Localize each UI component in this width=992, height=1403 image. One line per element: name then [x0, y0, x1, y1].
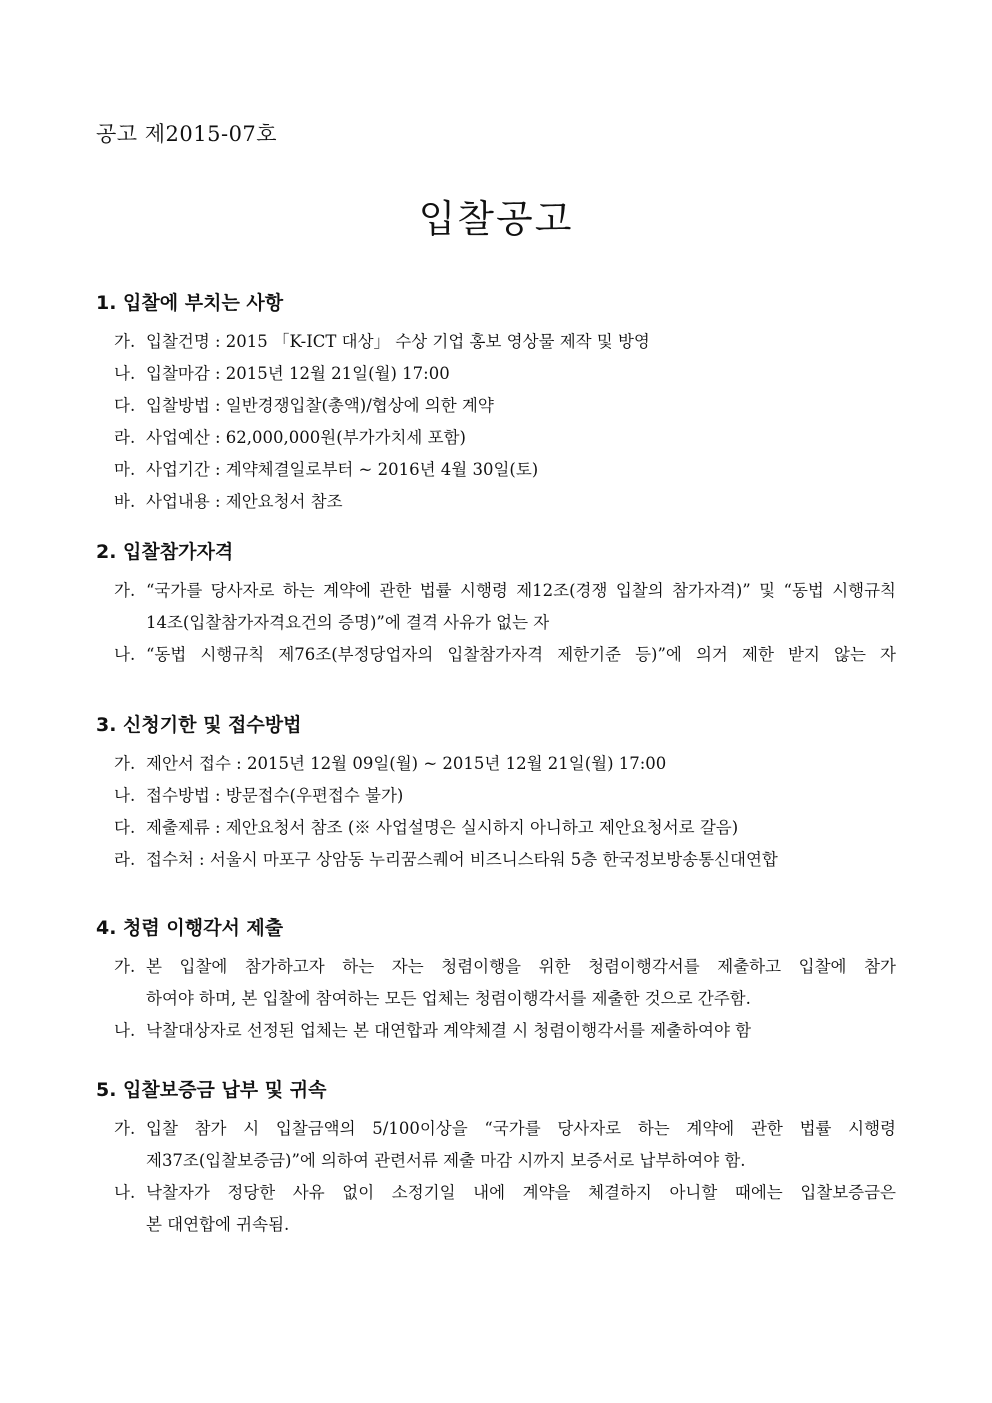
- list-item: [96, 326, 906, 358]
- item-text: 제안서 접수 : 2015년 12월 09일(월) ~ 2015년 12월 21일(월) 17:00: [146, 754, 667, 773]
- item-marker: 다.: [114, 818, 136, 837]
- section-heading: 2. 입찰참가자격: [96, 541, 234, 563]
- item-text-continued: 하여야 하며, 본 입찰에 참여하는 모든 업체는 청렴이행각서를 제출한 것으로 간주함.: [146, 989, 751, 1008]
- item-marker: 다.: [114, 396, 136, 415]
- item-text: 접수처 : 서울시 마포구 상암동 누리꿈스퀘어 비즈니스타워 5층 한국정보방송통신대연합: [146, 850, 778, 869]
- section-heading: 3. 신청기한 및 접수방법: [96, 714, 302, 736]
- list-item: [96, 1113, 906, 1177]
- item-marker: 가.: [114, 332, 136, 351]
- section-application: [96, 710, 906, 876]
- item-text-continued: 14조(입찰참가자격요건의 증명)”에 결격 사유가 없는 자: [146, 613, 550, 632]
- notice-number: 공고 제2015-07호: [96, 122, 278, 146]
- item-text: 사업예산 : 62,000,000원(부가가치세 포함): [146, 428, 466, 447]
- item-text: 접수방법 : 방문접수(우편접수 불가): [146, 786, 404, 805]
- item-marker: 나.: [114, 786, 136, 805]
- list-item: [96, 454, 906, 486]
- list-item: [96, 390, 906, 422]
- list-item: [96, 951, 906, 1015]
- item-marker: 라.: [114, 850, 136, 869]
- item-marker: 가.: [114, 1119, 136, 1138]
- section-heading: 5. 입찰보증금 납부 및 귀속: [96, 1079, 327, 1101]
- item-marker: 가.: [114, 957, 136, 976]
- section-integrity-pledge: [96, 913, 906, 1047]
- item-text: 제출제류 : 제안요청서 참조 (※ 사업설명은 실시하지 아니하고 제안요청서로 갈음): [146, 818, 739, 837]
- item-marker: 나.: [114, 364, 136, 383]
- section-bid-bond: [96, 1075, 906, 1241]
- list-item: [96, 639, 906, 671]
- list-item: [96, 358, 906, 390]
- list-item: [96, 575, 906, 639]
- item-text: 본 입찰에 참가하고자 하는 자는 청렴이행을 위한 청렴이행각서를 제출하고 입찰에 참가: [146, 957, 896, 976]
- item-marker: 바.: [114, 492, 136, 511]
- item-text: “국가를 당사자로 하는 계약에 관한 법률 시행령 제12조(경쟁 입찰의 참가자격)” 및 “동법 시행규칙: [146, 581, 896, 600]
- item-text: “동법 시행규칙 제76조(부정당업자의 입찰참가자격 제한기준 등)”에 의거 제한 받지 않는 자: [146, 645, 896, 664]
- item-text: 입찰마감 : 2015년 12월 21일(월) 17:00: [146, 364, 450, 383]
- item-marker: 가.: [114, 754, 136, 773]
- list-item: [96, 1177, 906, 1241]
- list-item: [96, 422, 906, 454]
- item-text: 사업기간 : 계약체결일로부터 ~ 2016년 4월 30일(토): [146, 460, 539, 479]
- section-eligibility: [96, 537, 906, 671]
- item-text-continued: 본 대연합에 귀속됨.: [146, 1215, 290, 1234]
- list-item: [96, 844, 906, 876]
- item-text: 낙찰자가 정당한 사유 없이 소정기일 내에 계약을 체결하지 아니할 때에는 입찰보증금은: [146, 1183, 896, 1202]
- section-heading: 4. 청렴 이행각서 제출: [96, 917, 284, 939]
- item-text: 낙찰대상자로 선정된 업체는 본 대연합과 계약체결 시 청렴이행각서를 제출하여야 함: [146, 1021, 752, 1040]
- section-heading: 1. 입찰에 부치는 사항: [96, 292, 284, 314]
- list-item: [96, 1015, 906, 1047]
- list-item: [96, 486, 906, 518]
- page-title: 입찰공고: [418, 197, 574, 241]
- item-marker: 가.: [114, 581, 136, 600]
- item-marker: 라.: [114, 428, 136, 447]
- list-item: [96, 780, 906, 812]
- item-text: 사업내용 : 제안요청서 참조: [146, 492, 343, 511]
- item-text: 입찰 참가 시 입찰금액의 5/100이상을 “국가를 당사자로 하는 계약에 관한 법률 시행령: [146, 1119, 896, 1138]
- item-marker: 나.: [114, 1021, 136, 1040]
- section-bid-items: [96, 288, 906, 518]
- item-marker: 마.: [114, 460, 136, 479]
- list-item: [96, 812, 906, 844]
- item-marker: 나.: [114, 1183, 136, 1202]
- item-text-continued: 제37조(입찰보증금)”에 의하여 관련서류 제출 마감 시까지 보증서로 납부하여야 함.: [146, 1151, 746, 1170]
- item-text: 입찰건명 : 2015 「K-ICT 대상」 수상 기업 홍보 영상물 제작 및 방영: [146, 332, 650, 351]
- item-text: 입찰방법 : 일반경쟁입찰(총액)/협상에 의한 계약: [146, 396, 494, 415]
- item-marker: 나.: [114, 645, 136, 664]
- list-item: [96, 748, 906, 780]
